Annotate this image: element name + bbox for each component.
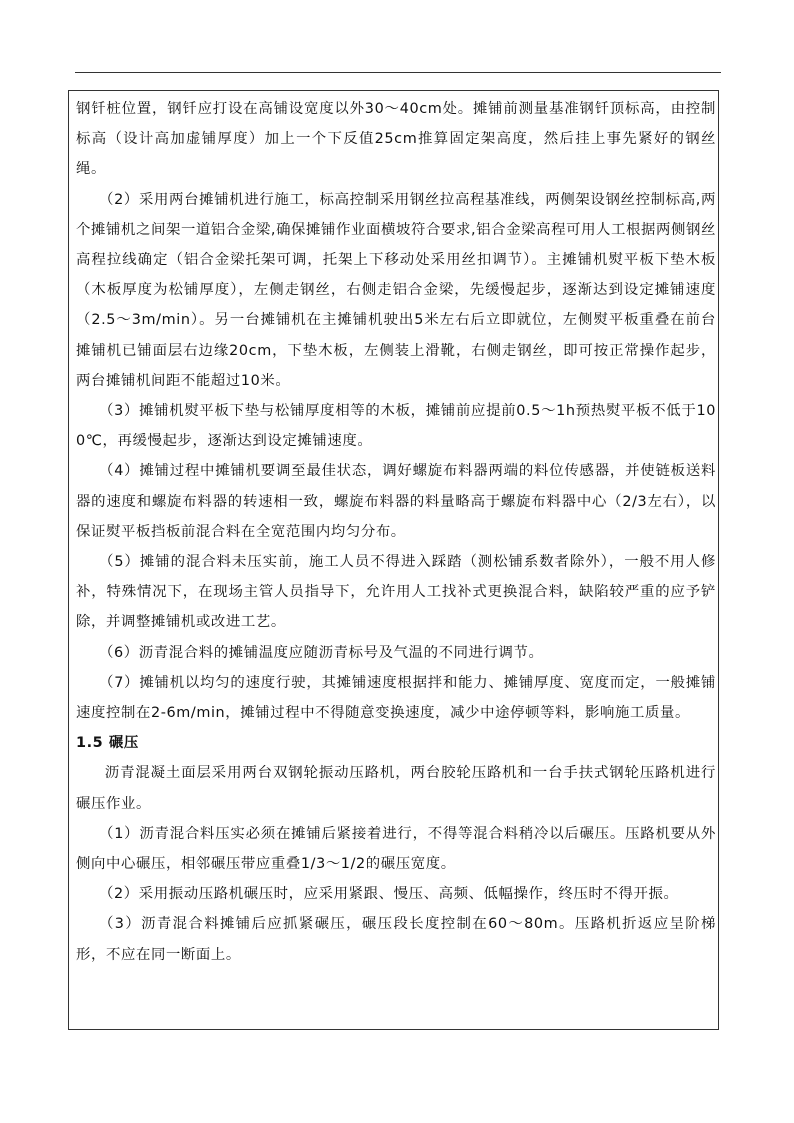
paragraph-item-2: （2）采用两台摊铺机进行施工，标高控制采用钢丝拉高程基准线，两侧架设钢丝控制标高,两个摊铺机之间架一道铝合金梁,确保摊铺作业面横坡符合要求,铝合金梁高程可用人工根据两侧钢丝高程拉线确定（铝合金梁托架可调，托架上下移动处采用丝扣调节）。主摊铺机熨平板下垫木板（木板厚度为松铺厚度），左侧走钢丝，右侧走铝合金梁，先缓慢起步，逐渐达到设定摊铺速度（2.5～3m/min）。另一台摊铺机在主摊铺机驶出5米左右后立即就位，左侧熨平板重叠在前台摊铺机已铺面层右边缘20cm，下垫木板，左侧装上滑靴，右侧走钢丝，即可按正常操作起步，两台摊铺机间距不能超过10米。 (76, 191, 716, 389)
paragraph-item-7: （7）摊铺机以均匀的速度行驶，其摊铺速度根据拌和能力、摊铺厚度、宽度而定，一般摊铺速度控制在2-6m/min，摊铺过程中不得随意变换速度，减少中途停顿等料，影响施工质量。 (76, 674, 716, 722)
paragraph-rolling-1: （1）沥青混合料压实必须在摊铺后紧接着进行，不得等混合料稍冷以后碾压。压路机要从外侧向中心碾压，相邻碾压带应重叠1/3～1/2的碾压宽度。 (76, 825, 716, 873)
paragraph-item-4: （4）摊铺过程中摊铺机要调至最佳状态，调好螺旋布料器两端的料位传感器，并使链板送料器的速度和螺旋布料器的转速相一致，螺旋布料器的料量略高于螺旋布料器中心（2/3左右），以保证熨平板挡板前混合料在全宽范围内均匀分布。 (76, 463, 716, 540)
paragraph-rolling-intro: 沥青混凝土面层采用两台双钢轮振动压路机，两台胶轮压路机和一台手扶式钢轮压路机进行碾压作业。 (76, 765, 716, 812)
section-heading: 1.5 碾压 (76, 735, 139, 752)
paragraph-item-6: （6）沥青混合料的摊铺温度应随沥青标号及气温的不同进行调节。 (99, 644, 544, 661)
header-rule (75, 72, 721, 73)
paragraph-item-3: （3）摊铺机熨平板下垫与松铺厚度相等的木板，摊铺前应提前0.5～1h预热熨平板不低于100℃，再缓慢起步，逐渐达到设定摊铺速度。 (76, 403, 716, 450)
paragraph-rolling-3: （3）沥青混合料摊铺后应抓紧碾压，碾压段长度控制在60～80m。压路机折返应呈阶梯形，不应在同一断面上。 (76, 916, 716, 963)
paragraph-item-5: （5）摊铺的混合料未压实前，施工人员不得进入踩踏（测松铺系数者除外），一般不用人修补，特殊情况下，在现场主管人员指导下，允许用人工找补式更换混合料，缺陷较严重的应予铲除，并调整摊铺机或改进工艺。 (76, 554, 716, 631)
paragraph-rolling-2: （2）采用振动压路机碾压时，应采用紧跟、慢压、高频、低幅操作，终压时不得开振。 (99, 886, 679, 903)
paragraph-continuation: 钢钎桩位置，钢钎应打设在高铺设宽度以外30～40cm处。摊铺前测量基准钢钎顶标高，由控制标高（设计高加虚铺厚度）加上一个下反值25cm推算固定架高度，然后挂上事先紧好的钢丝绳。 (76, 101, 716, 178)
document-body (76, 94, 716, 970)
